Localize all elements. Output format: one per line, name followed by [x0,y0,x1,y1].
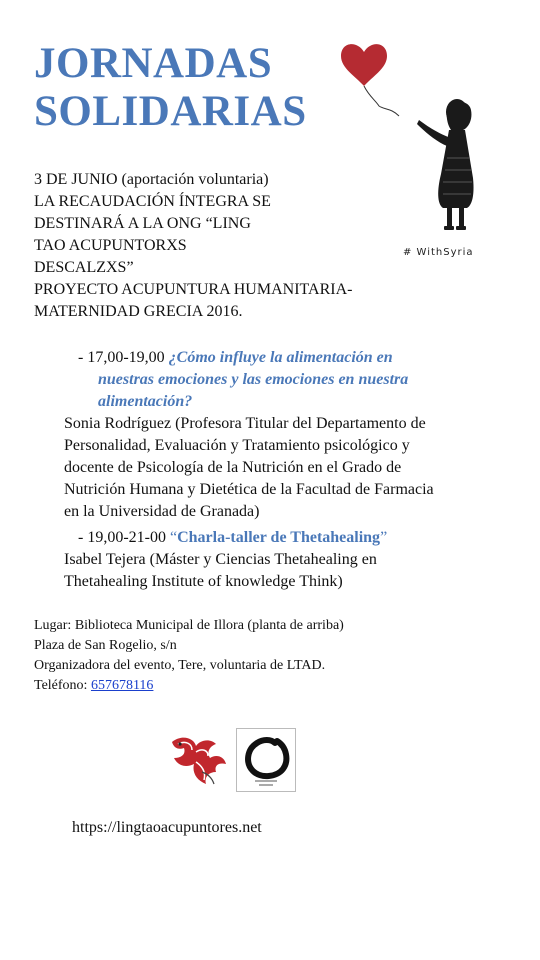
event-phone-row [34,676,344,696]
speaker-line: Sonia Rodríguez (Profesora Titular del Departamento de [64,415,426,432]
balloon-string [364,86,399,116]
event-address: Plaza de San Rogelio, s/n [34,638,177,653]
session-2-topic: Charla-taller de Thetahealing [177,529,381,546]
speaker-line: Isabel Tejera (Máster y Ciencias Thetahealing en [64,551,377,568]
speaker-line: docente de Psicología de la Nutrición en el Grado de [64,459,402,476]
event-organizer: Organizadora del evento, Tere, voluntaria de LTAD. [34,658,326,673]
session-1-time: - 17,00-19,00 [78,349,165,366]
event-info [34,616,344,696]
enso-logo [236,728,296,792]
session-1-speaker [64,413,524,523]
speaker-line: Nutrición Humana y Dietética de la Facultad de Farmacia [64,481,434,498]
session-2-time: - 19,00-21-00 [78,529,166,546]
title-line-1: JORNADAS [34,40,273,87]
session-1-topic: ¿Cómo influye la alimentación en [168,349,393,366]
phone-link[interactable]: 657678116 [90,678,154,693]
intro-line: MATERNIDAD GRECIA 2016. [34,303,243,320]
session-2 [78,527,387,549]
intro-line: PROYECTO ACUPUNTURA HUMANITARIA- [34,281,353,298]
website-url[interactable]: https://lingtaoacupuntores.net [72,819,262,836]
speaker-line: en la Universidad de Granada) [64,503,260,520]
title-line-2: SOLIDARIAS [34,88,307,135]
session-2-open-quote: “ [169,529,178,546]
intro-line: DESCALZXS” [34,259,134,276]
intro-line: 3 DE JUNIO (aportación voluntaria) [34,171,269,188]
intro-line: TAO ACUPUNTORXS [34,237,187,254]
speaker-line: Personalidad, Evaluación y Tratamiento psicológico y [64,437,410,454]
session-1 [78,347,478,413]
session-2-close-quote: ” [380,529,388,546]
dragon-logo [166,732,232,788]
withsyria-hashtag: # WithSyria [403,247,474,258]
page-title [34,40,307,136]
session-1-topic-cont: nuestras emociones y las emociones en nuestra [98,371,409,388]
heart-balloon [341,44,387,86]
session-1-topic-cont: alimentación? [98,393,193,410]
intro-line: LA RECAUDACIÓN ÍNTEGRA SE [34,193,271,210]
phone-label: Teléfono: [34,678,91,693]
intro-line: DESTINARÁ A LA ONG “LING [34,215,251,232]
speaker-line: Thetahealing Institute of knowledge Think) [64,573,343,590]
session-2-speaker [64,549,377,593]
intro-block [34,169,434,323]
event-place: Lugar: Biblioteca Municipal de Illora (planta de arriba) [34,618,344,633]
